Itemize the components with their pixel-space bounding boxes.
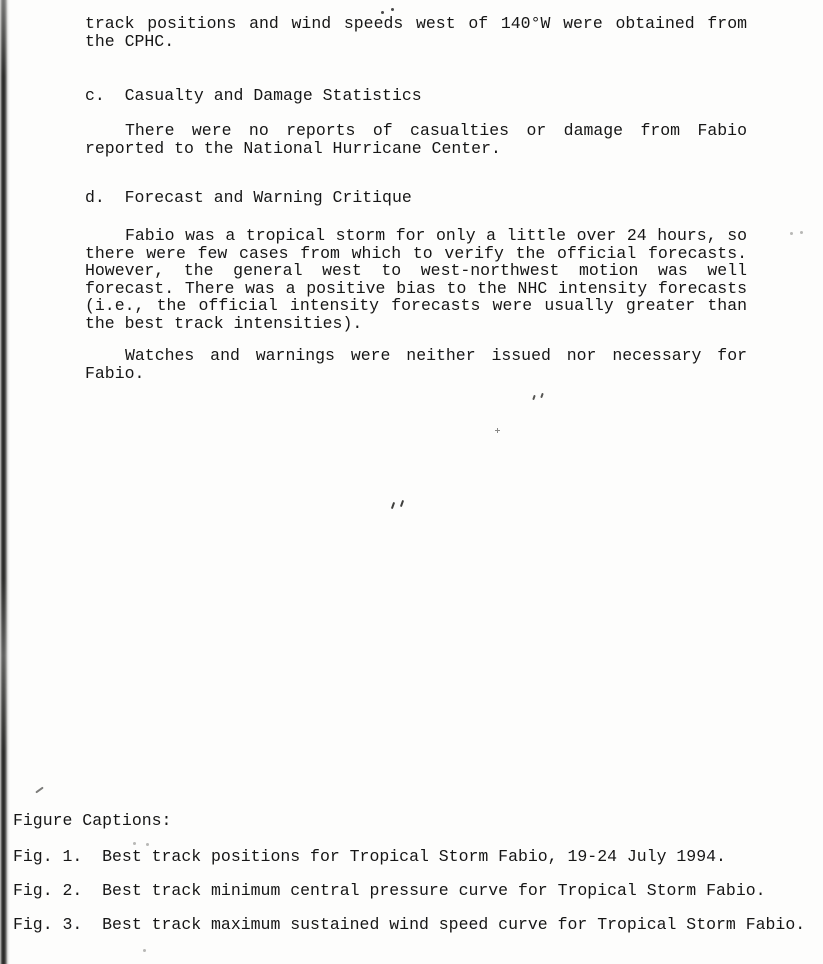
body-line: forecast. There was a positive bias to the NHC intensity forecasts: [85, 278, 747, 298]
body-line: Watches and warnings were neither issued nor necessary for: [125, 346, 747, 365]
scan-speck: [143, 949, 146, 952]
paragraph-forecast: [85, 227, 747, 332]
section-heading-c: c. Casualty and Damage Statistics: [85, 86, 422, 105]
figure-caption-3: [13, 916, 819, 934]
caption-line: Fig. 1. Best track positions for Tropical Storm Fabio, 19-24 July 1994.: [13, 847, 726, 866]
paragraph-watches: [85, 347, 747, 382]
scan-speck: [146, 843, 149, 846]
paragraph-intro: [85, 15, 747, 50]
caption-line: Fig. 3. Best track maximum sustained wind speed curve for Tropical Storm Fabio.: [13, 915, 806, 934]
scan-speck: [495, 428, 500, 433]
body-line: track positions and wind speeds west of 140°W were obtained from: [85, 14, 747, 33]
scan-speck: [790, 232, 793, 235]
body-line: there were few cases from which to verify the official forecasts.: [85, 243, 747, 263]
body-line: Fabio was a tropical storm for only a little over 24 hours, so: [125, 226, 747, 245]
section-c: [85, 87, 747, 105]
caption-line: Fig. 2. Best track minimum central pressure curve for Tropical Storm Fabio.: [13, 881, 766, 900]
body-line: the CPHC.: [85, 31, 175, 51]
scan-speck: [400, 500, 404, 507]
scan-speck: [381, 11, 384, 14]
body-line: reported to the National Hurricane Center.: [85, 138, 501, 158]
caption-title: Figure Captions:: [13, 811, 172, 830]
body-line: the best track intensities).: [85, 313, 363, 333]
scan-speck: [800, 231, 803, 234]
scan-speck: [391, 8, 394, 11]
section-d: [85, 189, 747, 207]
figure-caption-2: [13, 882, 819, 900]
paragraph-casualty: [85, 122, 747, 157]
scan-speck: [532, 395, 536, 400]
figure-caption-1: [13, 848, 819, 866]
scan-speck: [391, 502, 395, 509]
body-line: However, the general west to west-northwest motion was well: [85, 261, 747, 280]
scan-speck: [35, 787, 44, 794]
figure-captions-title: [13, 812, 819, 830]
scan-speck: [133, 842, 136, 845]
body-line: (i.e., the official intensity forecasts were usually greater than: [85, 296, 747, 315]
scan-edge-artifact: [0, 0, 10, 964]
section-heading-d: d. Forecast and Warning Critique: [85, 188, 412, 207]
body-line: Fabio.: [85, 363, 145, 383]
body-line: There were no reports of casualties or damage from Fabio: [125, 121, 747, 140]
scan-speck: [540, 393, 544, 398]
